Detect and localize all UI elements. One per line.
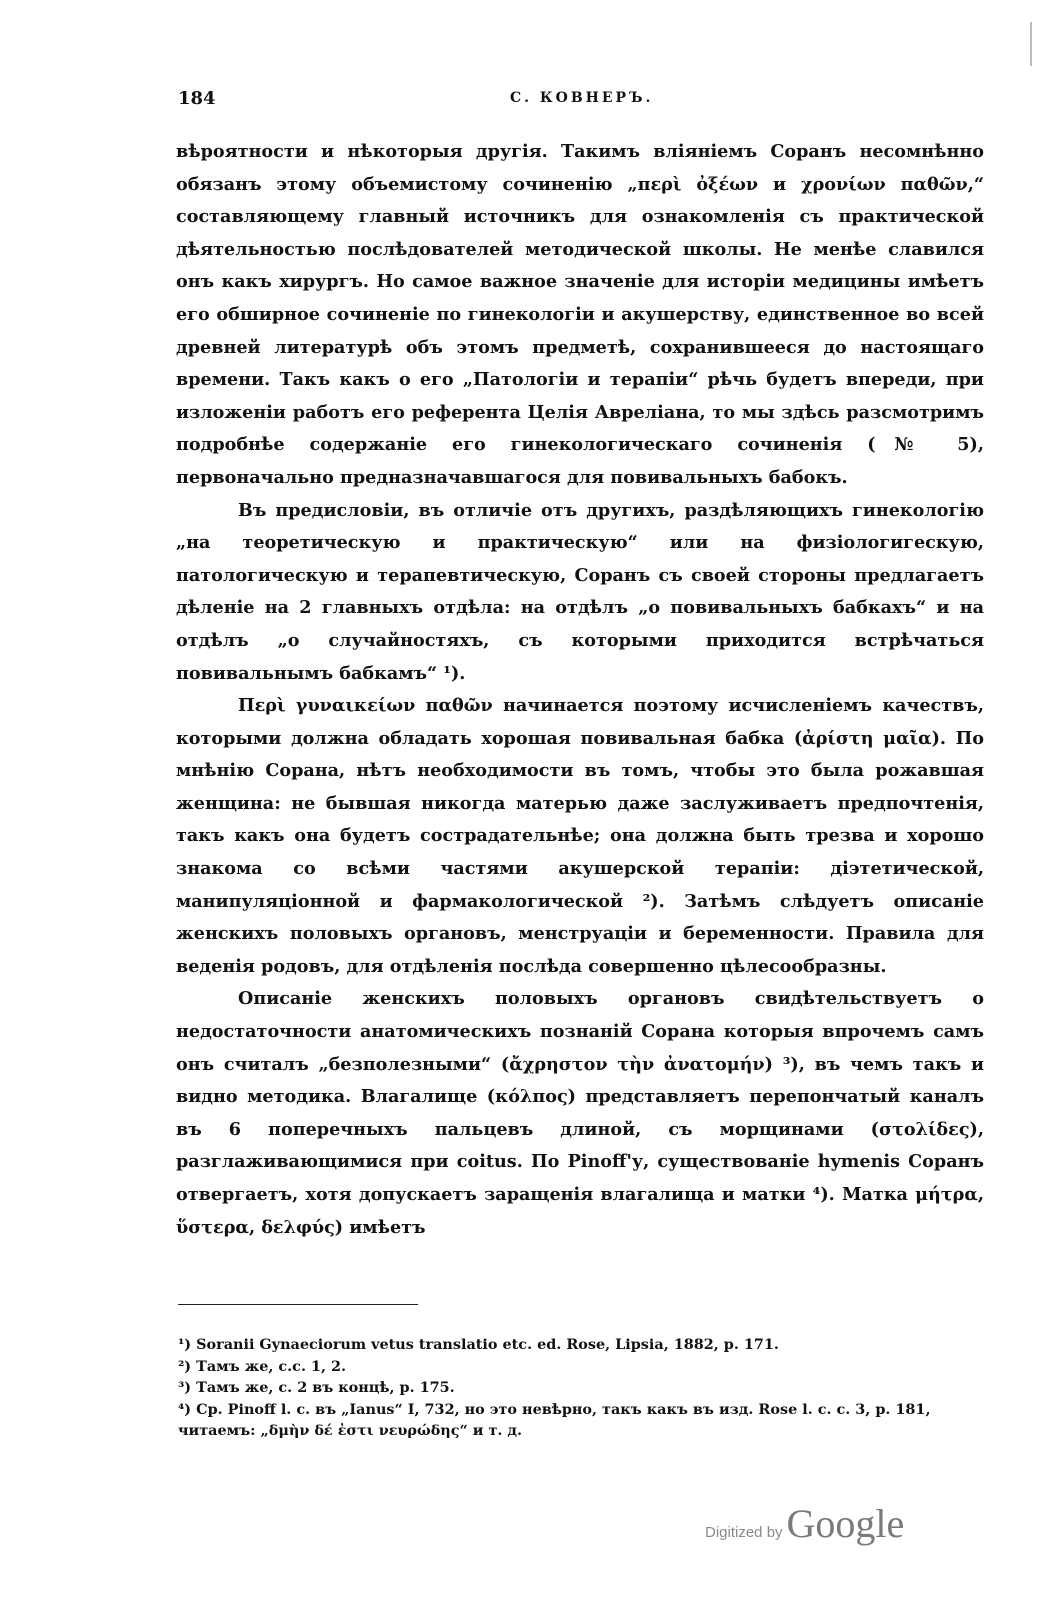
paragraph-4: Описаніе женскихъ половыхъ органовъ свидѣтельствуетъ о недостаточности анатомическихъ познаній Сорана которыя впрочемъ самъ онъ считалъ „безполезными“ (ἄχρηστον τὴν ἀνατομήν) ³), въ чемъ такъ и видно методика. Влагалище (κόλπος) представляетъ перепончатый каналъ въ 6 поперечныхъ пальцевъ длиной, съ морщинами (στολίδες), разглаживающимися при coitus. По Pinoff'у, существованіе hymenis Соранъ отвергаетъ, хотя допускаетъ заращенія влагалища и матки ⁴). Матка μήτρα, ὕστερα, δελφύς) имѣетъ (176, 988, 984, 1238)
paragraph-2: Въ предисловіи, въ отличіе отъ другихъ, раздѣляющихъ гинекологію „на теоретическую и практическую“ или на физіологигескую, патологическую и терапевтическую, Соранъ съ своей стороны предлагаетъ дѣленіе на 2 главныхъ отдѣла: на отдѣлъ „о повивальныхъ бабкахъ“ и на отдѣлъ „о случайностяхъ, съ которыми приходится встрѣчаться повивальнымъ бабкамъ“ ¹). (176, 499, 984, 684)
running-title: С. КОВНЕРЪ. (510, 90, 654, 106)
main-text (176, 136, 984, 1244)
footnote-3: ³) Тамъ же, с. 2 въ концѣ, p. 175. (178, 1379, 455, 1397)
digitized-watermark (705, 1500, 904, 1560)
footnote-1: ¹) Soranii Gynaeciorum vetus translatio etc. ed. Rose, Lipsia, 1882, p. 171. (178, 1336, 779, 1353)
watermark-prefix: Digitized by (705, 1524, 783, 1541)
scan-edge-mark (1030, 22, 1032, 66)
paragraph-1: вѣроятности и нѣкоторыя другія. Такимъ вліяніемъ Соранъ несомнѣнно обязанъ этому объемистому сочиненію „περὶ ὀξέων и χρονίων παθῶν,“ составляющему главный источникъ для ознакомленія съ практической дѣятельностью послѣдователей методической школы. Не менѣе славился онъ какъ хирургъ. Но самое важное значеніе для исторіи медицины имѣетъ его обширное сочиненіе по гинекологіи и акушерству, единственное во всей древней литературѣ объ этомъ предметѣ, сохранившееся до настоящаго времени. Такъ какъ о его „Патологіи и терапіи“ рѣчь будетъ впереди, при изложеніи работъ его референта Целія Авреліана, то мы здѣсь разсмотримъ подробнѣе содержаніе его гинекологическаго сочиненія (№ 5), первоначально предназначавшагося для повивальныхъ бабокъ. (176, 141, 984, 488)
page-number: 184 (178, 88, 216, 109)
footnote-divider (178, 1304, 418, 1305)
paragraph-3: Περὶ γυναικείων παθῶν начинается поэтому исчисленіемъ качествъ, которыми должна обладать хорошая повивальная бабка (ἀρίστη μαῖα). По мнѣнію Сорана, нѣтъ необходимости въ томъ, чтобы это была рожавшая женщина: не бывшая никогда матерью даже заслуживаетъ предпочтенія, такъ какъ она будетъ сострадательнѣе; она должна быть трезва и хорошо знакома со всѣми частями акушерской терапіи: діэтетической, манипуляціонной и фармакологической ²). Затѣмъ слѣдуетъ описаніе женскихъ половыхъ органовъ, менструаціи и беременности. Правила для веденія родовъ, для отдѣленія послѣда совершенно цѣлесообразны. (176, 695, 984, 977)
footnote-2: ²) Тамъ же, с.с. 1, 2. (178, 1357, 347, 1375)
google-logo: Google (786, 1501, 905, 1546)
footnote-4: ⁴) Ср. Pinoff l. c. въ „Ianus“ I, 732, но это невѣрно, такъ какъ въ изд. Rose l. c. с. 3, p. 181, читаемъ: „δμὴν δέ ἐστι νευρώδης“ и т. д. (178, 1400, 931, 1440)
footnotes (178, 1334, 978, 1442)
